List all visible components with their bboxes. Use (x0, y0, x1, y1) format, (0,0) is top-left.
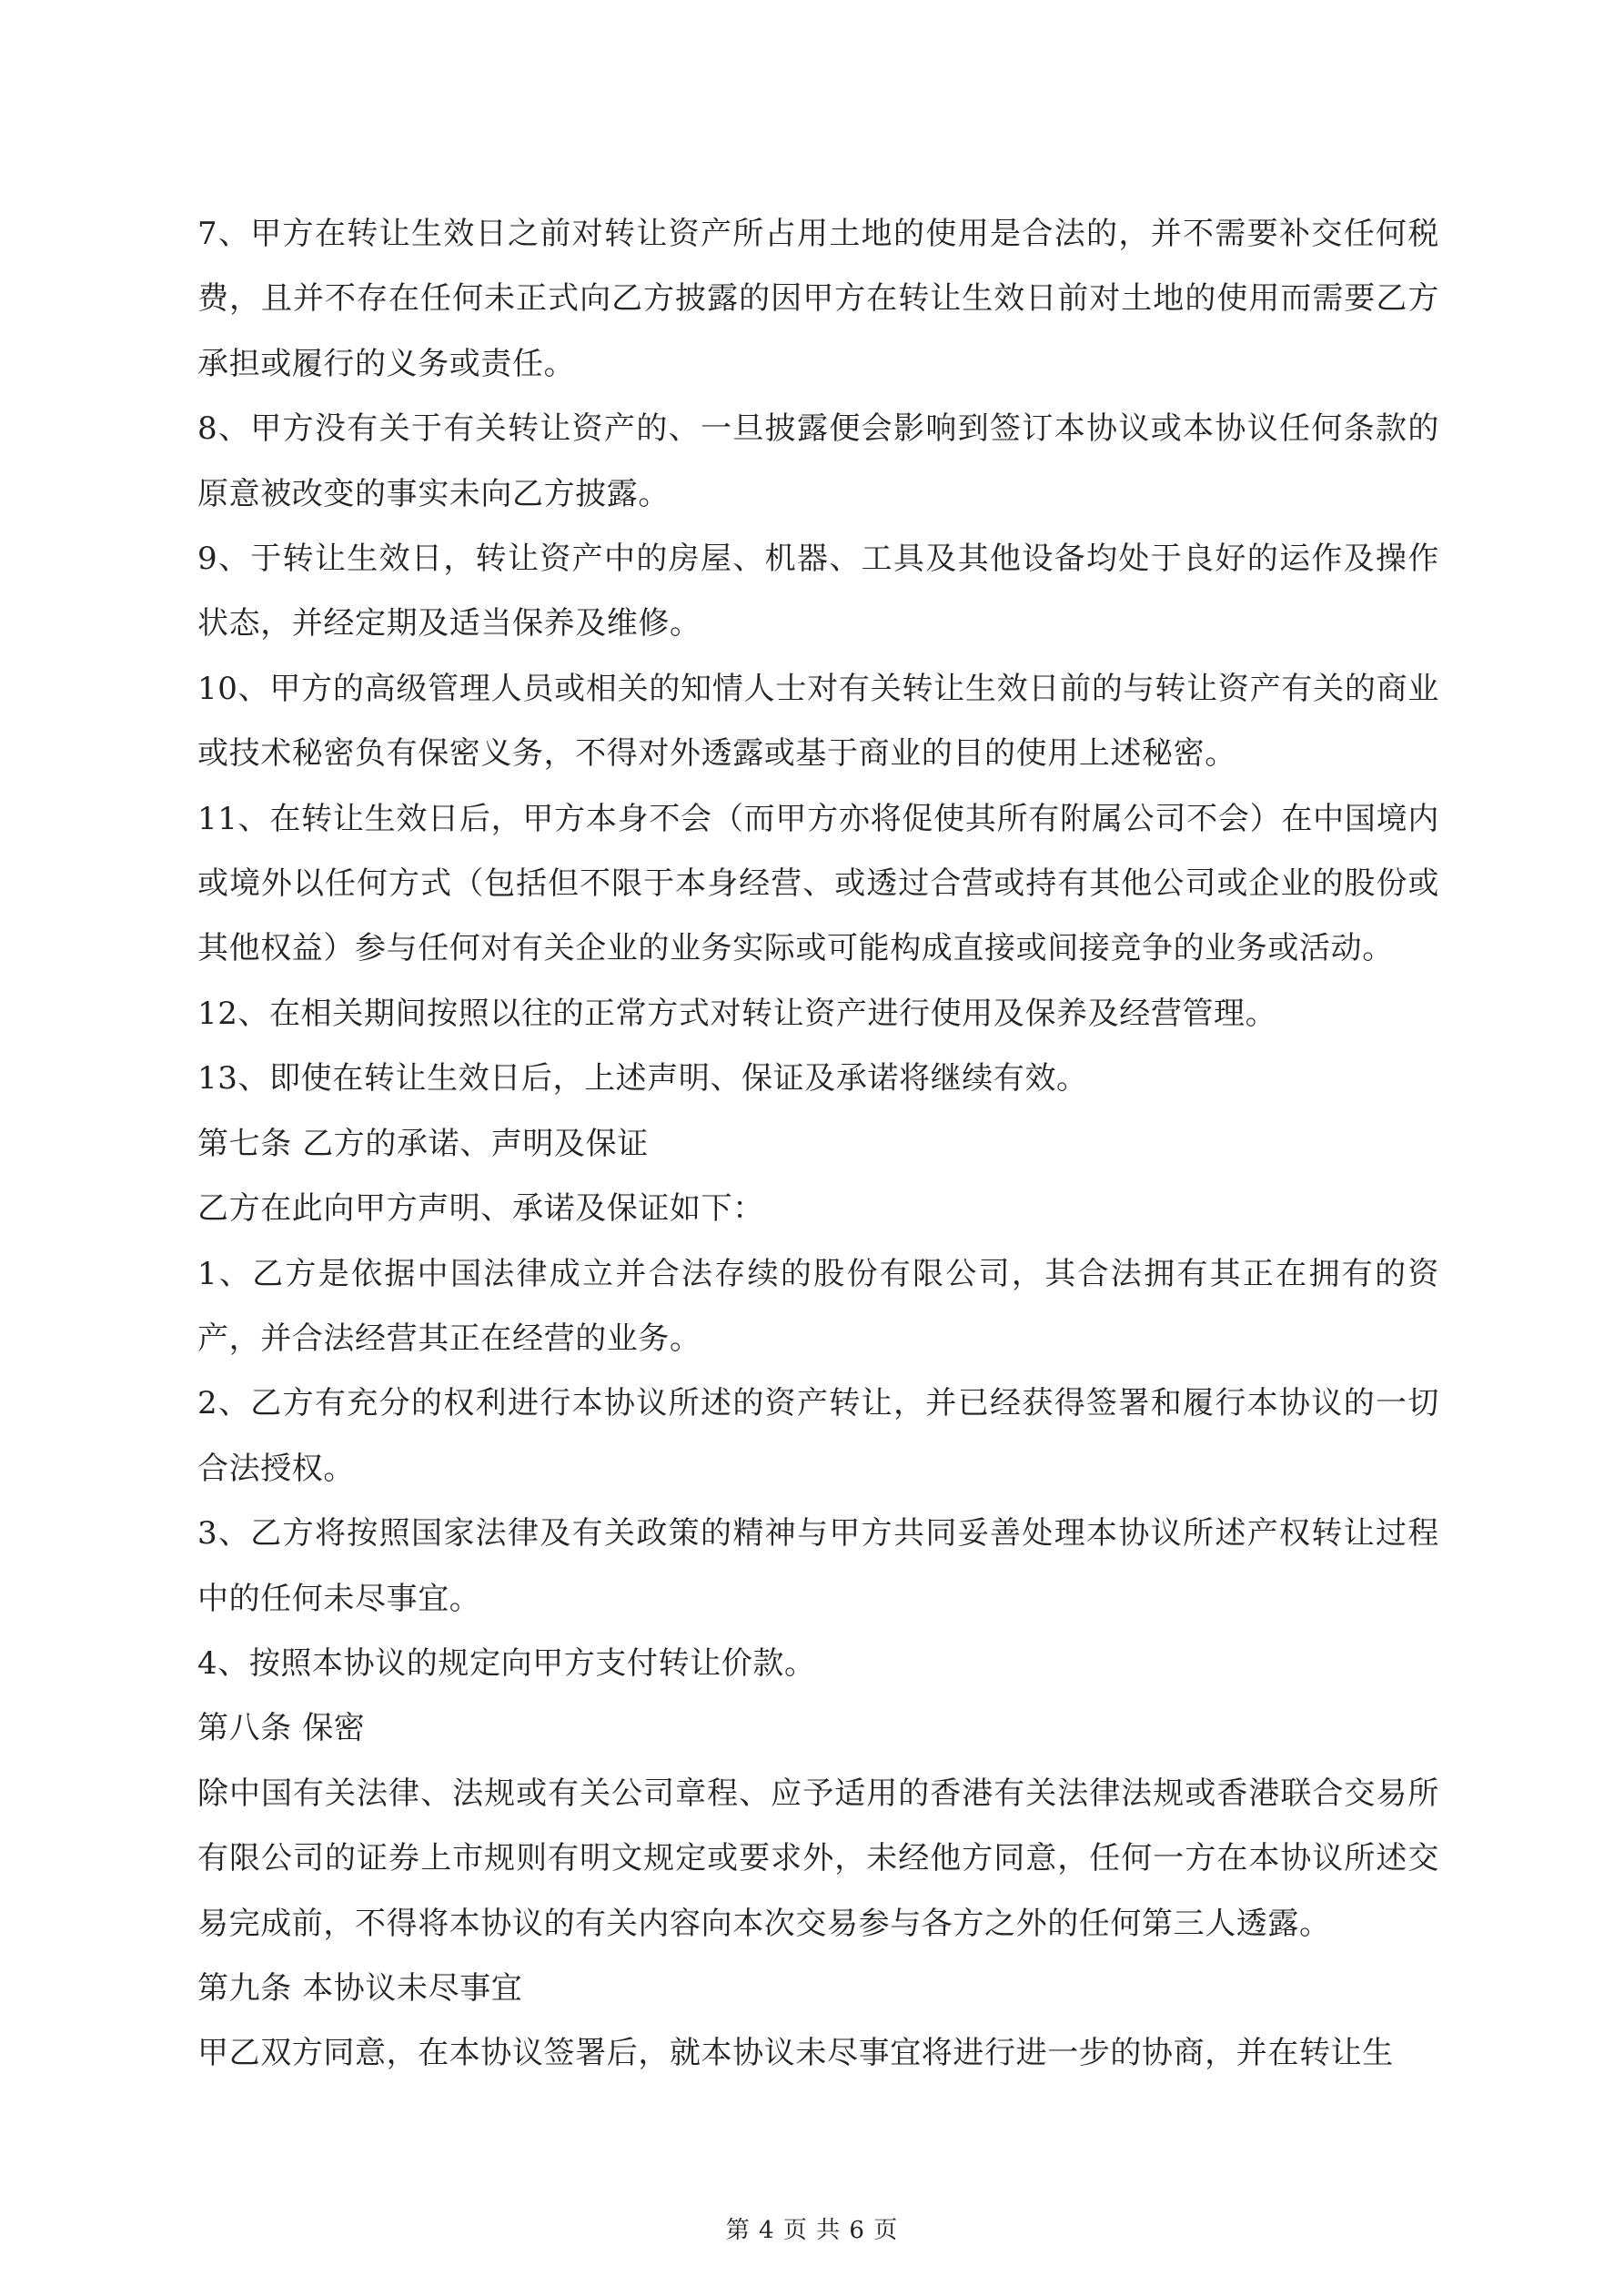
clause-paragraph-8: 8、甲方没有关于有关转让资产的、一旦披露便会影响到签订本协议或本协议任何条款的原意被改变的事实未向乙方披露。 (197, 410, 1439, 512)
clause-paragraph-10: 10、甲方的高级管理人员或相关的知情人士对有关转让生效日前的与转让资产有关的商业或技术秘密负有保密义务，不得对外透露或基于商业的目的使用上述秘密。 (197, 670, 1439, 773)
article-9-heading: 第九条 本协议未尽事宜 (197, 1969, 523, 2007)
article-8-body: 除中国有关法律、法规或有关公司章程、应予适用的香港有关法律法规或香港联合交易所有限公司的证券上市规则有明文规定或要求外，未经他方同意，任何一方在本协议所述交易完成前，不得将本协议的有关内容向本次交易参与各方之外的任何第三人透露。 (197, 1775, 1439, 1942)
document-body (197, 202, 1439, 2087)
article-7-item-1: 1、乙方是依据中国法律成立并合法存续的股份有限公司，其合法拥有其正在拥有的资产，并合法经营其正在经营的业务。 (197, 1255, 1439, 1357)
article-9-body: 甲乙双方同意，在本协议签署后，就本协议未尽事宜将进行进一步的协商，并在转让生 (197, 2035, 1394, 2072)
article-7-item-3: 3、乙方将按照国家法律及有关政策的精神与甲方共同妥善处理本协议所述产权转让过程中的任何未尽事宜。 (197, 1515, 1439, 1617)
article-8-heading: 第八条 保密 (197, 1710, 366, 1747)
article-7-heading: 第七条 乙方的承诺、声明及保证 (197, 1125, 649, 1162)
page-number-footer: 第 4 页 共 6 页 (725, 2217, 899, 2244)
clause-paragraph-7: 7、甲方在转让生效日之前对转让资产所占用土地的使用是合法的，并不需要补交任何税费，且并不存在任何未正式向乙方披露的因甲方在转让生效日前对土地的使用而需要乙方承担或履行的义务或责任。 (197, 216, 1439, 382)
clause-paragraph-9: 9、于转让生效日，转让资产中的房屋、机器、工具及其他设备均处于良好的运作及操作状态，并经定期及适当保养及维修。 (197, 541, 1439, 642)
clause-paragraph-13: 13、即使在转让生效日后，上述声明、保证及承诺将继续有效。 (197, 1060, 1088, 1097)
article-7-item-2: 2、乙方有充分的权利进行本协议所述的资产转让，并已经获得签署和履行本协议的一切合法授权。 (197, 1385, 1439, 1487)
clause-paragraph-12: 12、在相关期间按照以往的正常方式对转让资产进行使用及保养及经营管理。 (197, 995, 1277, 1032)
article-7-item-4: 4、按照本协议的规定向甲方支付转让价款。 (197, 1644, 816, 1682)
article-7-intro: 乙方在此向甲方声明、承诺及保证如下： (197, 1190, 764, 1228)
clause-paragraph-11: 11、在转让生效日后，甲方本身不会（而甲方亦将促使其所有附属公司不会）在中国境内或境外以任何方式（包括但不限于本身经营、或透过合营或持有其他公司或企业的股份或其他权益）参与任何对有关企业的业务实际或可能构成直接或间接竞争的业务或活动。 (197, 800, 1439, 967)
